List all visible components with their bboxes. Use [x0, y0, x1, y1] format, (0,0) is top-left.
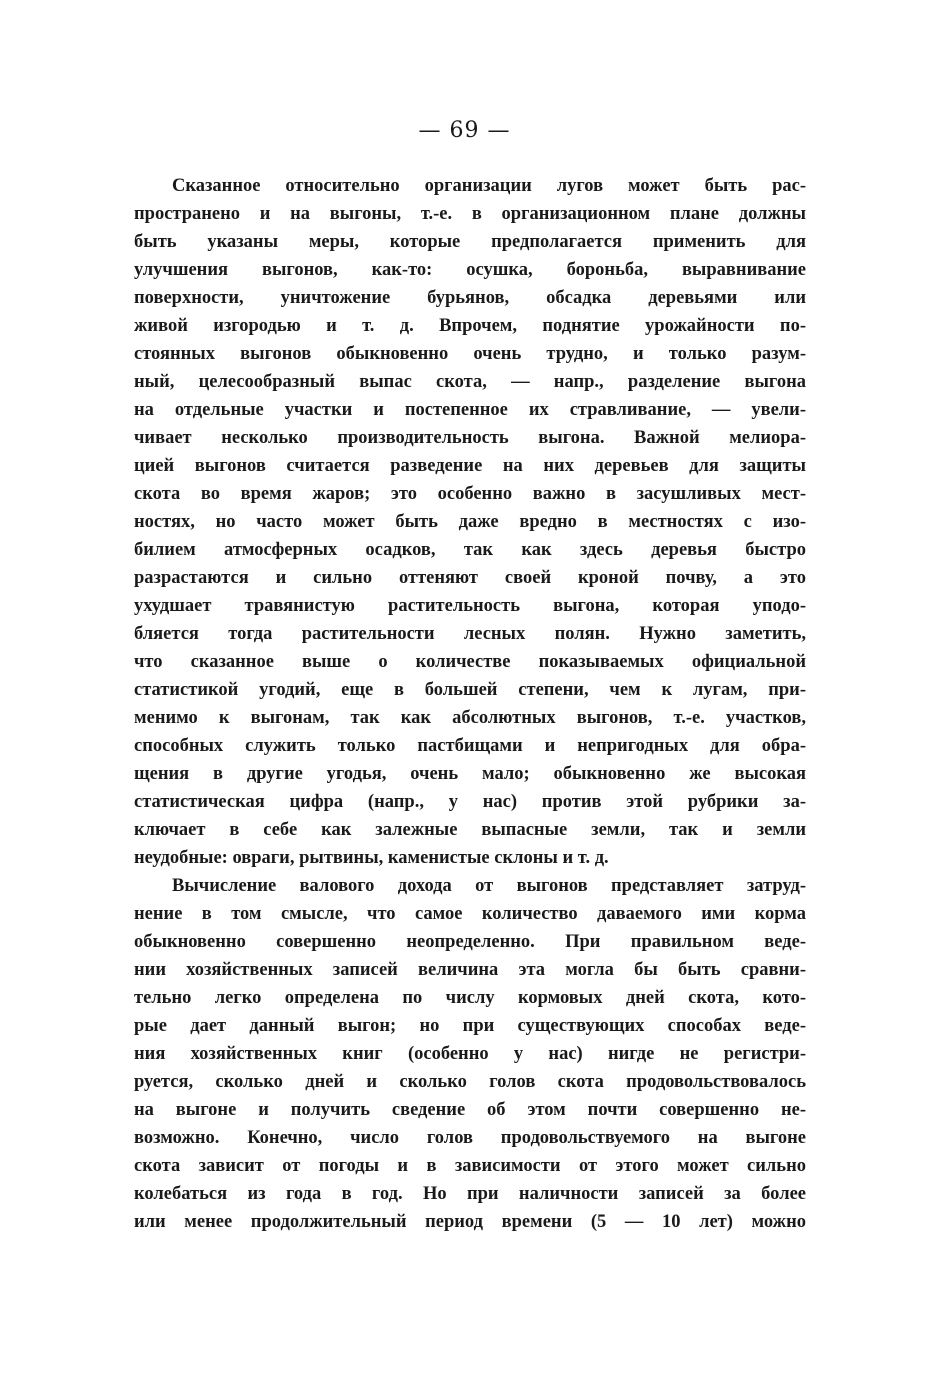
text-line: колебаться из года в год. Но при наличности записей за более: [134, 1184, 806, 1204]
text-line: неудобные: овраги, рытвины, каменистые склоны и т. д.: [134, 848, 609, 868]
text-line: обыкновенно совершенно неопределенно. При правильном веде-: [134, 932, 806, 952]
text-line: возможно. Конечно, число голов продовольствуемого на выгоне: [134, 1128, 806, 1148]
paragraph-1: [134, 172, 806, 872]
text-line: ностях, но часто может быть даже вредно в местностях с изо-: [134, 512, 806, 532]
text-line: ный, целесообразный выпас скота, — напр., разделение выгона: [134, 372, 806, 392]
text-line: рые дает данный выгон; но при существующих способах веде-: [134, 1016, 806, 1036]
text-line: нии хозяйственных записей величина эта могла бы быть сравни-: [134, 960, 806, 980]
text-line: скота во время жаров; это особенно важно в засушливых мест-: [134, 484, 806, 504]
text-line: пространено и на выгоны, т.-е. в организационном плане должны: [134, 204, 806, 224]
text-line: улучшения выгонов, как-то: осушка, бороньба, выравнивание: [134, 260, 806, 280]
text-line: на отдельные участки и постепенное их стравливание, — увели-: [134, 400, 806, 420]
text-line: живой изгородью и т. д. Впрочем, поднятие урожайности по-: [134, 316, 806, 336]
text-line: или менее продолжительный период времени (5 — 10 лет) можно: [134, 1212, 806, 1232]
text-line: статистикой угодий, еще в большей степени, чем к лугам, при-: [134, 680, 806, 700]
page-number: — 69 —: [418, 118, 511, 143]
text-line: стоянных выгонов обыкновенно очень трудно, и только разум-: [134, 344, 806, 364]
text-line: способных служить только пастбищами и непригодных для обра-: [134, 736, 806, 756]
text-line: бляется тогда растительности лесных полян. Нужно заметить,: [134, 624, 806, 644]
body-text: [134, 172, 806, 1236]
text-line: ухудшает травянистую растительность выгона, которая уподо-: [134, 596, 806, 616]
text-line: Вычисление валового дохода от выгонов представляет затруд-: [172, 876, 806, 896]
text-line: билием атмосферных осадков, так как здесь деревья быстро: [134, 540, 806, 560]
text-line: Сказанное относительно организации лугов может быть рас-: [172, 176, 806, 196]
text-line: на выгоне и получить сведение об этом почти совершенно не-: [134, 1100, 806, 1120]
text-line: поверхности, уничтожение бурьянов, обсадка деревьями или: [134, 288, 806, 308]
text-line: нение в том смысле, что самое количество даваемого ими корма: [134, 904, 806, 924]
text-line: ключает в себе как залежные выпасные земли, так и земли: [134, 820, 806, 840]
text-line: разрастаются и сильно оттеняют своей кроной почву, а это: [134, 568, 806, 588]
text-line: руется, сколько дней и сколько голов скота продовольствовалось: [134, 1072, 806, 1092]
paragraph-2: [134, 872, 806, 1236]
text-line: менимо к выгонам, так как абсолютных выгонов, т.-е. участков,: [134, 708, 806, 728]
text-line: ния хозяйственных книг (особенно у нас) нигде не регистри-: [134, 1044, 806, 1064]
text-line: что сказанное выше о количестве показываемых официальной: [134, 652, 806, 672]
text-line: щения в другие угодья, очень мало; обыкновенно же высокая: [134, 764, 806, 784]
text-line: скота зависит от погоды и в зависимости от этого может сильно: [134, 1156, 806, 1176]
text-line: цией выгонов считается разведение на них деревьев для защиты: [134, 456, 806, 476]
text-line: статистическая цифра (напр., у нас) против этой рубрики за-: [134, 792, 806, 812]
text-line: чивает несколько производительность выгона. Важной мелиора-: [134, 428, 806, 448]
text-line: тельно легко определена по числу кормовых дней скота, кото-: [134, 988, 806, 1008]
text-line: быть указаны меры, которые предполагается применить для: [134, 232, 806, 252]
